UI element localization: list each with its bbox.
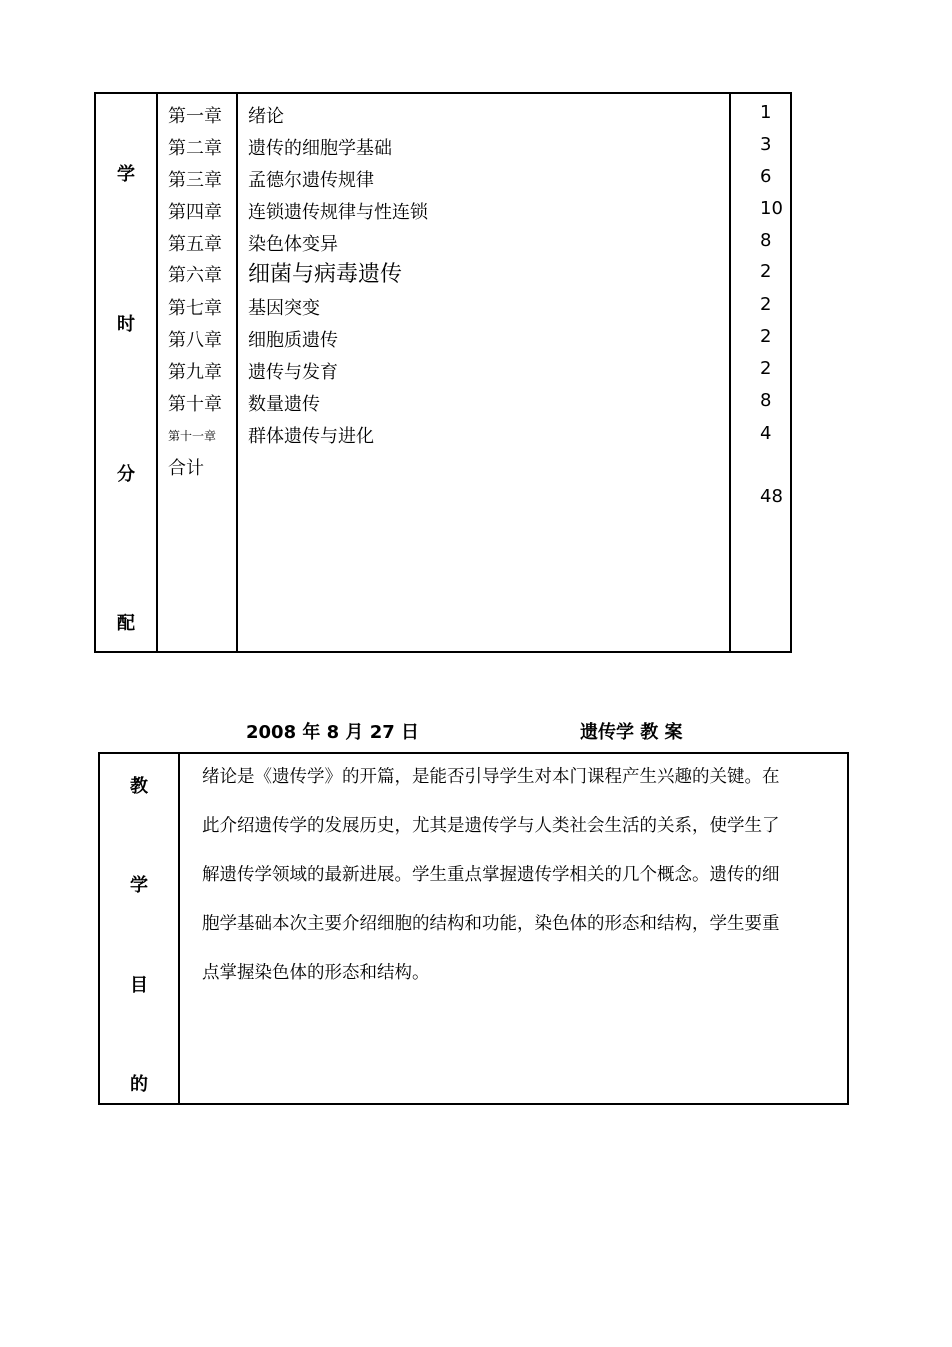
chapter-number: 第九章: [168, 362, 222, 383]
chapter-number: 第四章: [168, 202, 222, 223]
objective-text-line: 绪论是《遗传学》的开篇，是能否引导学生对本门课程产生兴趣的关键。在: [202, 767, 780, 787]
chapter-hours: 4: [760, 423, 772, 444]
chapter-title: 染色体变异: [248, 234, 338, 255]
chapter-title: 绪论: [248, 106, 284, 127]
divider: [178, 754, 180, 1103]
side-label-char: 学: [130, 875, 148, 896]
chapter-number: 第七章: [168, 298, 222, 319]
side-label-char: 时: [117, 314, 135, 335]
chapter-hours: 6: [760, 166, 772, 187]
objective-text-line: 点掌握染色体的形态和结构。: [202, 963, 430, 983]
objective-text-line: 解遗传学领域的最新进展。学生重点掌握遗传学相关的几个概念。遗传的细: [202, 865, 780, 885]
chapter-title: 连锁遗传规律与性连锁: [248, 202, 428, 223]
side-label-char: 的: [130, 1074, 148, 1095]
chapter-hours: 3: [760, 134, 772, 155]
side-label-char: 教: [130, 776, 148, 797]
divider: [729, 94, 731, 651]
side-label-char: 目: [130, 975, 148, 996]
plan-date: 2008 年 8 月 27 日: [246, 722, 420, 743]
chapter-hours: 8: [760, 390, 772, 411]
chapter-number: 第二章: [168, 138, 222, 159]
plan-title: 遗传学 教 案: [580, 722, 683, 743]
chapter-hours: 10: [760, 198, 783, 219]
side-label-char: 学: [117, 164, 135, 185]
total-label: 合计: [168, 458, 204, 479]
chapter-hours: 2: [760, 358, 772, 379]
objectives-table: [98, 752, 849, 1105]
chapter-number: 第八章: [168, 330, 222, 351]
side-label-char: 配: [117, 613, 135, 634]
chapter-title: 群体遗传与进化: [248, 426, 374, 447]
chapter-hours: 1: [760, 102, 772, 123]
chapter-title: 细胞质遗传: [248, 330, 338, 351]
chapter-title: 细菌与病毒遗传: [248, 262, 403, 287]
chapter-number: 第十章: [168, 394, 222, 415]
chapter-hours: 2: [760, 261, 772, 282]
chapter-hours: 2: [760, 326, 772, 347]
total-hours: 48: [760, 486, 783, 507]
chapter-hours: 8: [760, 230, 772, 251]
chapter-number: 第一章: [168, 106, 222, 127]
chapter-number: 第五章: [168, 234, 222, 255]
chapter-title: 遗传的细胞学基础: [248, 138, 392, 159]
objective-text-line: 胞学基础本次主要介绍细胞的结构和功能，染色体的形态和结构，学生要重: [202, 914, 780, 934]
chapter-title: 孟德尔遗传规律: [248, 170, 374, 191]
chapter-title: 遗传与发育: [248, 362, 338, 383]
chapter-number: 第三章: [168, 170, 222, 191]
chapter-title: 数量遗传: [248, 394, 320, 415]
divider: [156, 94, 158, 651]
side-label-char: 分: [117, 464, 135, 485]
schedule-table: [94, 92, 792, 653]
chapter-hours: 2: [760, 294, 772, 315]
objective-text-line: 此介绍遗传学的发展历史，尤其是遗传学与人类社会生活的关系，使学生了: [202, 816, 780, 836]
divider: [236, 94, 238, 651]
chapter-number: 第六章: [168, 265, 222, 286]
chapter-number: 第十一章: [168, 429, 217, 443]
chapter-title: 基因突变: [248, 298, 320, 319]
